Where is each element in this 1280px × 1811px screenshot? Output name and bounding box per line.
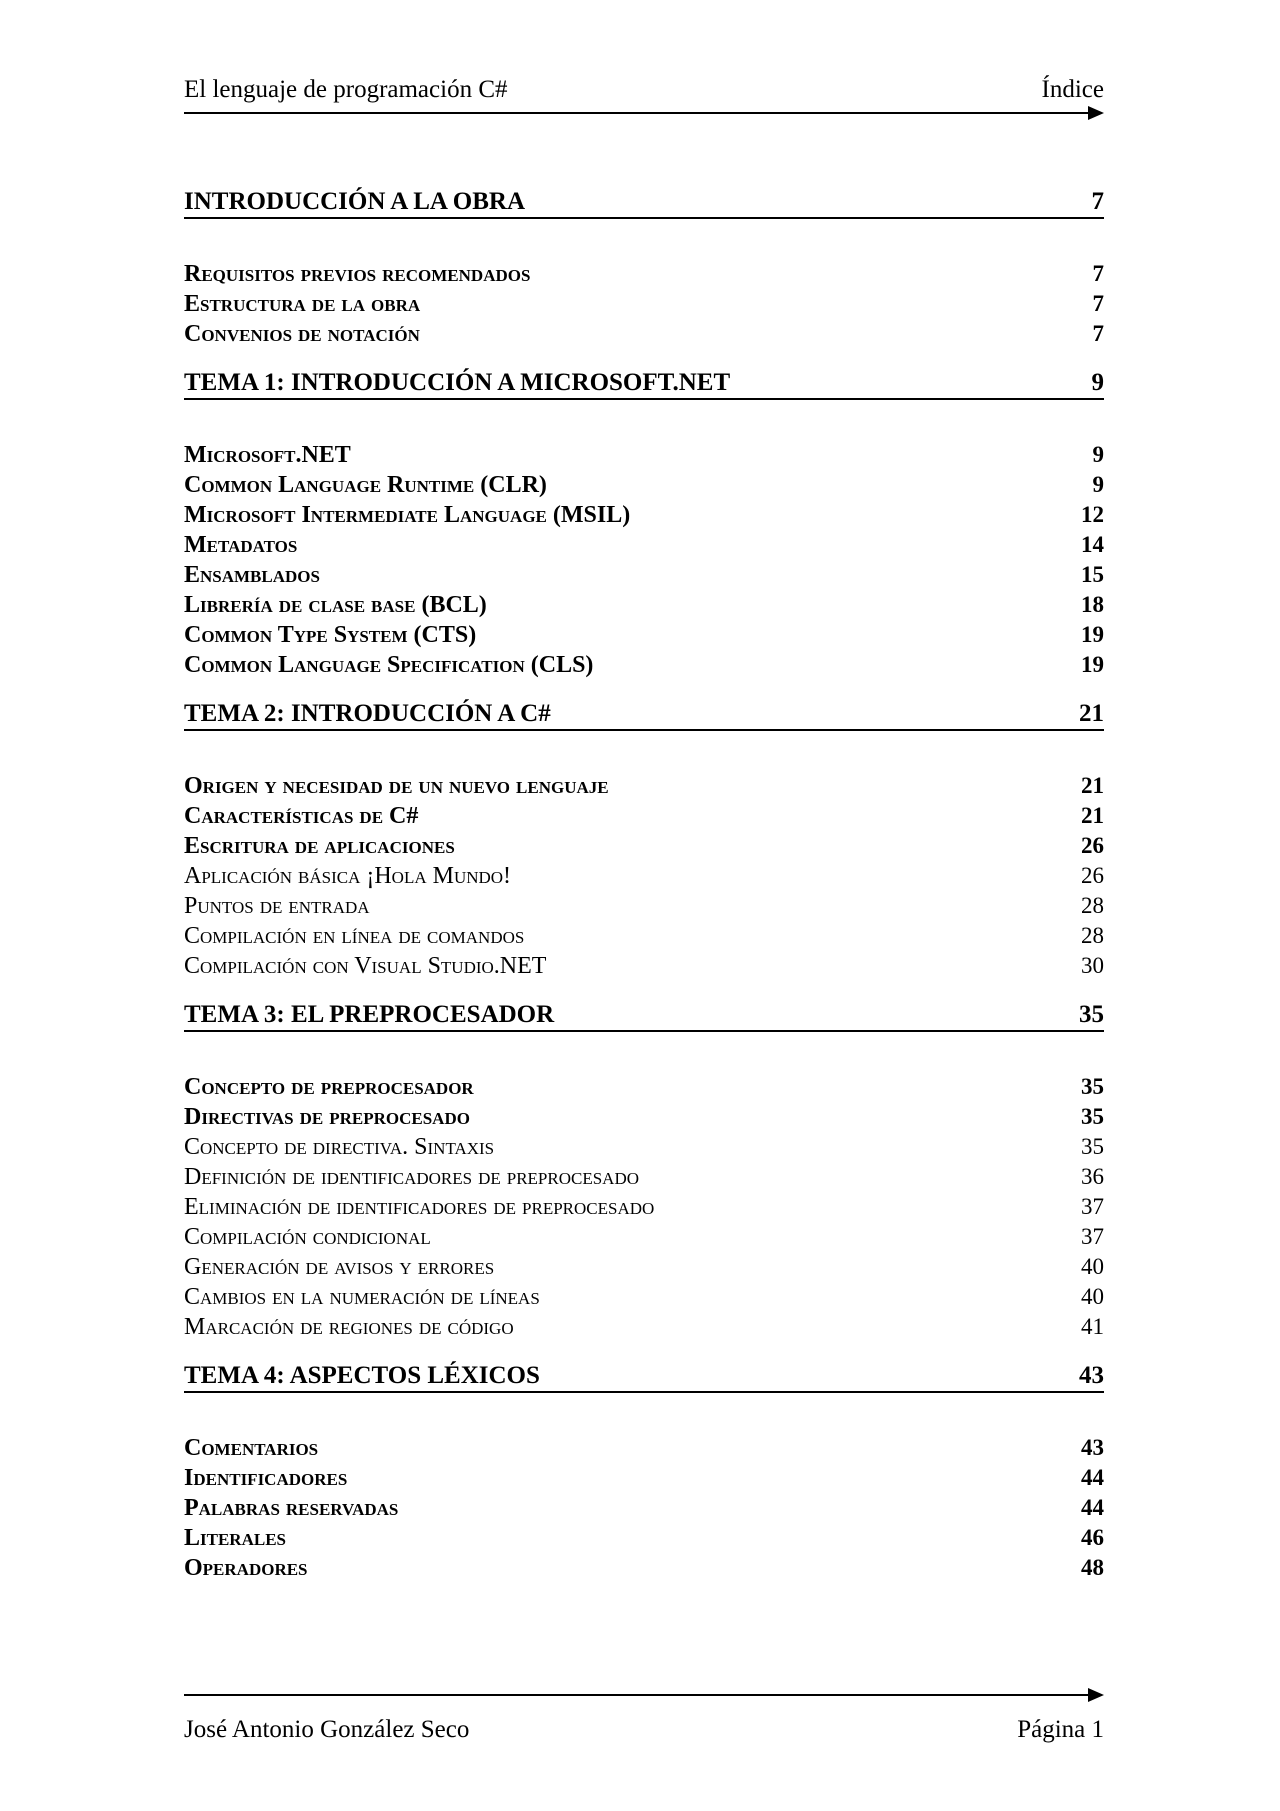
toc-entry-label: Definición de identificadores de preprocesado: [184, 1164, 640, 1190]
toc-entry-label: Common Type System (CTS): [184, 622, 477, 648]
toc-entry-label: Estructura de la obra: [184, 291, 421, 317]
toc-entry-page: 30: [1081, 953, 1104, 978]
toc-entry-page: 7: [1092, 261, 1104, 286]
chapter-page-number: 9: [1091, 369, 1104, 396]
header-rule-arrow: [184, 106, 1104, 120]
toc-entry[interactable]: [184, 1252, 1104, 1282]
footer-page-number: Página 1: [1017, 1716, 1104, 1743]
chapter-title: INTRODUCCIÓN A LA OBRA: [184, 188, 526, 215]
toc-entry-label: Escritura de aplicaciones: [184, 833, 455, 859]
toc-entry-label: Eliminación de identificadores de preprocesado: [184, 1194, 655, 1220]
toc-entry[interactable]: [184, 650, 1104, 680]
toc-entry-label: Operadores: [184, 1555, 308, 1581]
chapter-heading[interactable]: [184, 188, 1104, 219]
chapter-title: TEMA 3: EL PREPROCESADOR: [184, 1001, 555, 1028]
chapter-title: TEMA 1: INTRODUCCIÓN A MICROSOFT.NET: [184, 369, 731, 396]
toc-entry[interactable]: [184, 1553, 1104, 1583]
toc-entry[interactable]: [184, 259, 1104, 289]
chapter-page-number: 21: [1079, 700, 1104, 727]
toc-entry-page: 35: [1081, 1134, 1104, 1159]
toc-entry-page: 41: [1081, 1314, 1104, 1339]
toc-entry-page: 37: [1081, 1224, 1104, 1249]
toc-entry-page: 9: [1092, 442, 1104, 467]
toc-entry-page: 40: [1081, 1284, 1104, 1309]
toc-entry[interactable]: [184, 1132, 1104, 1162]
arrow-head-icon: [1088, 1688, 1104, 1702]
toc-entry-label: Concepto de directiva. Sintaxis: [184, 1134, 495, 1160]
toc-entry[interactable]: [184, 771, 1104, 801]
toc-entry[interactable]: [184, 1162, 1104, 1192]
toc-chapter: [184, 1001, 1104, 1342]
toc-entry[interactable]: [184, 1072, 1104, 1102]
toc-entry-label: Generación de avisos y errores: [184, 1254, 495, 1280]
toc-entry[interactable]: [184, 560, 1104, 590]
toc-entry[interactable]: [184, 951, 1104, 981]
arrow-head-icon: [1088, 106, 1104, 120]
toc-entry-page: 14: [1081, 532, 1104, 557]
toc-entry-page: 35: [1081, 1074, 1104, 1099]
chapter-heading[interactable]: [184, 369, 1104, 400]
toc-entry-page: 35: [1081, 1104, 1104, 1129]
chapter-page-number: 7: [1091, 188, 1104, 215]
chapter-heading[interactable]: [184, 700, 1104, 731]
toc-entry-label: Directivas de preprocesado: [184, 1104, 470, 1130]
toc-entry-page: 48: [1081, 1555, 1104, 1580]
toc-entry-label: Librería de clase base (BCL): [184, 592, 487, 618]
toc-entry-page: 26: [1081, 833, 1104, 858]
toc-entry-page: 28: [1081, 923, 1104, 948]
toc-entry[interactable]: [184, 1282, 1104, 1312]
toc-chapter: [184, 1362, 1104, 1583]
toc-entry[interactable]: [184, 470, 1104, 500]
toc-chapter: [184, 369, 1104, 680]
toc-entry-page: 7: [1092, 291, 1104, 316]
toc-entry-page: 28: [1081, 893, 1104, 918]
header-section: Índice: [1041, 76, 1104, 103]
toc-entry[interactable]: [184, 1312, 1104, 1342]
toc-entry-page: 26: [1081, 863, 1104, 888]
chapter-page-number: 35: [1079, 1001, 1104, 1028]
toc-entry-page: 21: [1081, 773, 1104, 798]
toc-entry-page: 7: [1092, 321, 1104, 346]
toc-entry-page: 9: [1092, 472, 1104, 497]
toc-chapter: [184, 188, 1104, 349]
toc-entry[interactable]: [184, 921, 1104, 951]
toc-entry[interactable]: [184, 289, 1104, 319]
toc-entry-label: Marcación de regiones de código: [184, 1314, 514, 1340]
toc-entry-label: Puntos de entrada: [184, 893, 370, 919]
toc-entry-page: 19: [1081, 622, 1104, 647]
toc-entry[interactable]: [184, 500, 1104, 530]
toc-entry-page: 21: [1081, 803, 1104, 828]
toc-entry[interactable]: [184, 1493, 1104, 1523]
chapter-title: TEMA 4: ASPECTOS LÉXICOS: [184, 1362, 540, 1389]
toc-entry[interactable]: [184, 1463, 1104, 1493]
toc-entry-page: 44: [1081, 1495, 1104, 1520]
toc-entry-label: Requisitos previos recomendados: [184, 261, 531, 287]
toc-entry-label: Concepto de preprocesador: [184, 1074, 474, 1100]
toc-entry-page: 37: [1081, 1194, 1104, 1219]
toc-entry-page: 19: [1081, 652, 1104, 677]
toc-entry-label: Ensamblados: [184, 562, 320, 588]
toc-entry-label: Cambios en la numeración de líneas: [184, 1284, 540, 1310]
toc-entry-page: 43: [1081, 1435, 1104, 1460]
toc-entry-label: Palabras reservadas: [184, 1495, 399, 1521]
toc-entry-label: Compilación condicional: [184, 1224, 431, 1250]
toc-entry-page: 44: [1081, 1465, 1104, 1490]
chapter-page-number: 43: [1079, 1362, 1104, 1389]
toc-entry-label: Microsoft Intermediate Language (MSIL): [184, 502, 631, 528]
toc-entry-page: 15: [1081, 562, 1104, 587]
toc-entry[interactable]: [184, 1192, 1104, 1222]
toc-entry-page: 46: [1081, 1525, 1104, 1550]
toc-entry-label: Common Language Specification (CLS): [184, 652, 594, 678]
toc-entry[interactable]: [184, 801, 1104, 831]
header-title: El lenguaje de programación C#: [184, 76, 508, 103]
toc-chapter: [184, 700, 1104, 981]
chapter-heading[interactable]: [184, 1001, 1104, 1032]
footer-rule-arrow: [184, 1688, 1104, 1702]
toc-entry[interactable]: [184, 319, 1104, 349]
table-of-contents: [184, 188, 1104, 1603]
toc-entry-label: Convenios de notación: [184, 321, 420, 347]
toc-entry[interactable]: [184, 1222, 1104, 1252]
toc-entry[interactable]: [184, 861, 1104, 891]
toc-entry[interactable]: [184, 530, 1104, 560]
toc-entry-label: Identificadores: [184, 1465, 348, 1491]
toc-entry-label: Aplicación básica ¡Hola Mundo!: [184, 863, 512, 889]
toc-entry-label: Comentarios: [184, 1435, 319, 1461]
toc-entry-label: Origen y necesidad de un nuevo lenguaje: [184, 773, 609, 799]
toc-entry-label: Compilación con Visual Studio.NET: [184, 953, 547, 979]
toc-entry[interactable]: [184, 620, 1104, 650]
footer-author: José Antonio González Seco: [184, 1716, 470, 1743]
toc-entry-page: 40: [1081, 1254, 1104, 1279]
toc-entry-label: Compilación en línea de comandos: [184, 923, 525, 949]
chapter-title: TEMA 2: INTRODUCCIÓN A C#: [184, 700, 551, 727]
toc-entry[interactable]: [184, 440, 1104, 470]
toc-entry-label: Common Language Runtime (CLR): [184, 472, 547, 498]
toc-entry-page: 18: [1081, 592, 1104, 617]
toc-entry[interactable]: [184, 1102, 1104, 1132]
toc-entry-page: 12: [1081, 502, 1104, 527]
toc-entry-label: Características de C#: [184, 803, 419, 829]
toc-entry-label: Metadatos: [184, 532, 298, 558]
toc-entry-label: Microsoft.NET: [184, 442, 351, 468]
toc-entry[interactable]: [184, 831, 1104, 861]
toc-entry[interactable]: [184, 891, 1104, 921]
page-footer: [184, 1716, 1104, 1746]
page-header: [184, 76, 1104, 106]
toc-entry-label: Literales: [184, 1525, 286, 1551]
toc-entry[interactable]: [184, 590, 1104, 620]
toc-entry-page: 36: [1081, 1164, 1104, 1189]
chapter-heading[interactable]: [184, 1362, 1104, 1393]
toc-entry[interactable]: [184, 1433, 1104, 1463]
toc-entry[interactable]: [184, 1523, 1104, 1553]
